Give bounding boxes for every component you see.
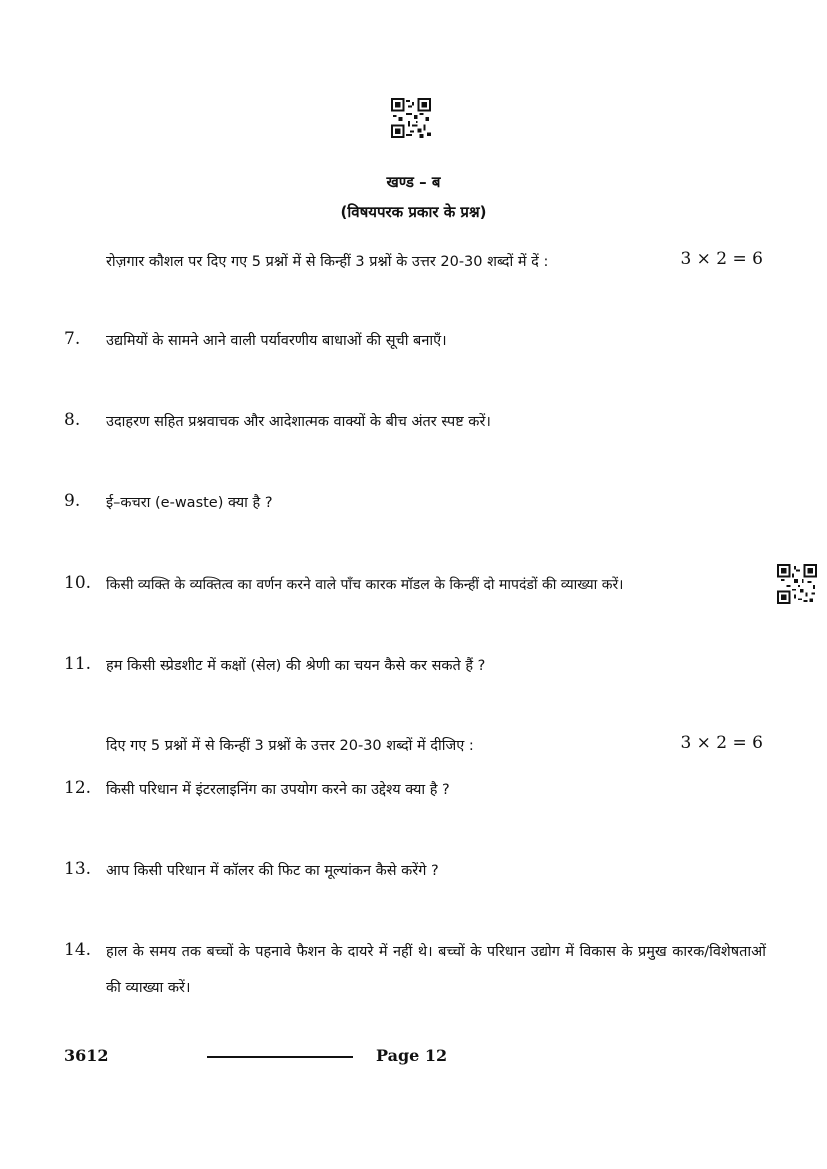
footer-divider (207, 1056, 353, 1058)
question-text: उदाहरण सहित प्रश्नवाचक और आदेशात्मक वाक्यों के बीच अंतर स्पष्ट करें। (106, 414, 491, 430)
question-number: 14. (64, 940, 92, 960)
question-text: हम किसी स्प्रेडशीट में कक्षों (सेल) की श्रेणी का चयन कैसे कर सकते हैं ? (106, 658, 486, 674)
question-text: आप किसी परिधान में कॉलर की फिट का मूल्यांकन कैसे करेंगे ? (106, 863, 439, 879)
question-text: उद्यमियों के सामने आने वाली पर्यावरणीय बाधाओं की सूची बनाएँ। (106, 333, 447, 349)
question-number: 8. (64, 410, 81, 430)
question-number: 12. (64, 778, 92, 798)
instruction-text: रोज़गार कौशल पर दिए गए 5 प्रश्नों में से किन्हीं 3 प्रश्नों के उत्तर 20-30 शब्दों में दें : (106, 254, 549, 270)
question-number: 10. (64, 573, 92, 593)
instruction-text: दिए गए 5 प्रश्नों में से किन्हीं 3 प्रश्नों के उत्तर 20-30 शब्दों में दीजिए : (106, 738, 474, 754)
section-title: खण्ड – ब (386, 173, 441, 191)
paper-code: 3612 (64, 1046, 109, 1065)
marks-label: 3 × 2 = 6 (680, 249, 763, 269)
page-number: Page 12 (376, 1046, 448, 1065)
question-number: 13. (64, 859, 92, 879)
question-number: 9. (64, 491, 81, 511)
qr-code-icon (391, 98, 431, 138)
question-text: ई–कचरा (e-waste) क्या है ? (106, 495, 273, 511)
question-number: 7. (64, 329, 81, 349)
question-text: किसी व्यक्ति के व्यक्तित्व का वर्णन करने वाले पाँच कारक मॉडल के किन्हीं दो मापदंडों की व्याख्या करें। (106, 577, 624, 593)
question-text: हाल के समय तक बच्चों के पहनावे फैशन के दायरे में नहीं थे। बच्चों के परिधान उद्योग में विकास के प्रमुख कारक/विशेषताओं की व्याख्या करें। (106, 944, 766, 996)
question-text: किसी परिधान में इंटरलाइनिंग का उपयोग करने का उद्देश्य क्या है ? (106, 782, 450, 798)
question-number: 11. (64, 654, 92, 674)
marks-label: 3 × 2 = 6 (680, 733, 763, 753)
section-subtitle: (विषयपरक प्रकार के प्रश्न) (340, 203, 487, 221)
